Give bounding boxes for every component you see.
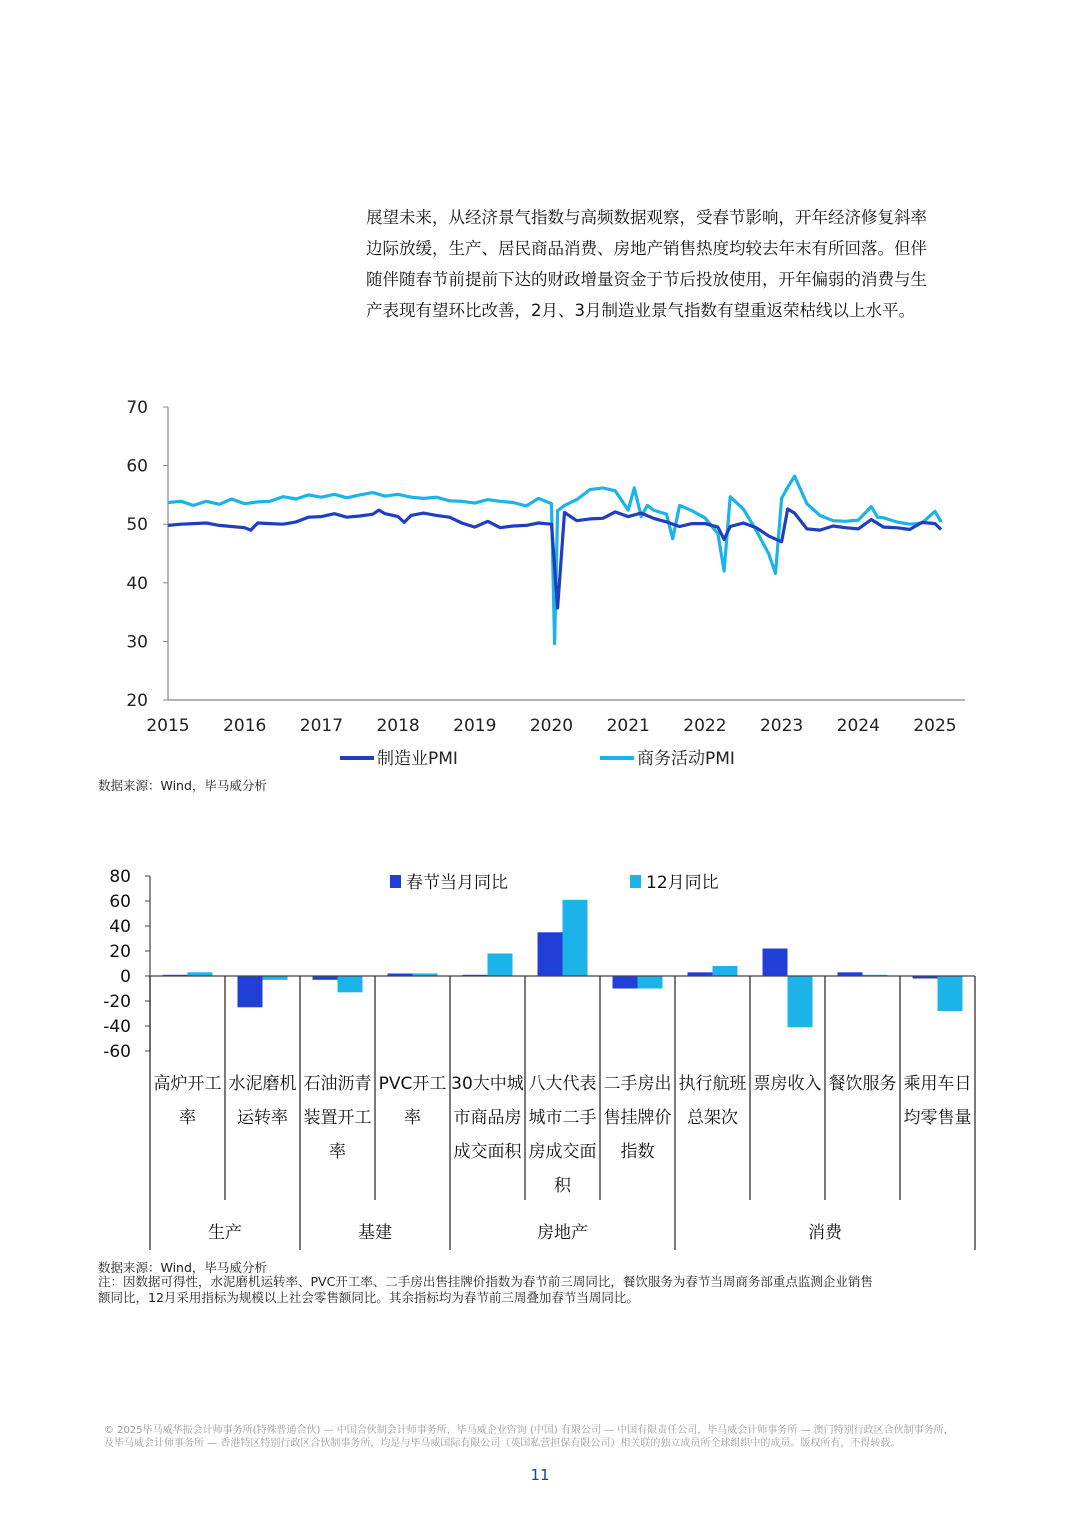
category-label: 八大代表 — [528, 1074, 597, 1094]
bar-december — [788, 976, 813, 1027]
x-tick-label: 2020 — [529, 716, 574, 736]
category-label: 城市二手 — [528, 1108, 597, 1128]
y-tick-label: 40 — [109, 917, 131, 937]
chart2-note — [98, 1274, 998, 1306]
legend-label: 制造业PMI — [377, 749, 458, 769]
legend-label: 商务活动PMI — [637, 749, 735, 769]
y-tick-label: -60 — [103, 1042, 131, 1062]
y-tick-label: 20 — [126, 691, 148, 711]
category-label: 执行航班 — [678, 1074, 747, 1094]
legend-swatch — [630, 875, 641, 888]
bar-december — [563, 900, 588, 976]
group-label: 房地产 — [537, 1223, 588, 1243]
x-tick-label: 2022 — [683, 716, 727, 736]
chart1-source: 数据来源：Wind，毕马威分析 — [98, 778, 267, 793]
category-label: 餐饮服务 — [828, 1074, 897, 1094]
category-label: 水泥磨机 — [228, 1074, 297, 1094]
category-label: 运转率 — [237, 1108, 288, 1128]
category-label: 率 — [329, 1142, 346, 1162]
bar-spring-festival — [538, 932, 563, 976]
x-tick-label: 2016 — [223, 716, 267, 736]
y-tick-label: 50 — [126, 515, 148, 536]
footer-line: 及毕马威会计师事务所 — 香港特区特别行政区合伙制事务所，均是与毕马威国际有限公司（英国私营担保有限公司）相关联的独立成员所全球组织中的成员。版权所有，不得转载。 — [104, 1438, 901, 1449]
x-tick-label: 2019 — [453, 716, 497, 736]
bar-december — [938, 976, 963, 1011]
x-tick-label: 2015 — [146, 716, 190, 736]
paragraph-line: 展望未来，从经济景气指数与高频数据观察，受春节影响，开年经济修复斜率 — [366, 208, 927, 227]
category-label: 率 — [404, 1108, 421, 1128]
group-label: 生产 — [208, 1223, 242, 1243]
category-label: 乘用车日 — [903, 1074, 972, 1094]
category-label: PVC开工 — [378, 1074, 447, 1094]
y-tick-label: 20 — [109, 942, 131, 962]
y-tick-label: 60 — [109, 892, 131, 912]
copyright-footer — [104, 1424, 984, 1450]
page-number: 11 — [530, 1466, 550, 1484]
legend-swatch — [390, 875, 401, 888]
category-label: 成交面积 — [453, 1142, 522, 1162]
x-tick-label: 2017 — [299, 716, 344, 736]
x-tick-label: 2018 — [376, 716, 420, 736]
category-label: 均零售量 — [903, 1108, 972, 1128]
note-line: 注：因数据可得性，水泥磨机运转率、PVC开工率、二手房出售挂牌价指数为春节前三周同比，餐饮服务为春节当周商务部重点监测企业销售 — [98, 1274, 873, 1289]
category-label: 指数 — [620, 1142, 655, 1162]
category-label: 市商品房 — [453, 1108, 522, 1128]
body-paragraph — [366, 202, 986, 326]
bar-december — [638, 976, 663, 989]
footer-line: © 2025毕马威华振会计师事务所(特殊普通合伙) — 中国合伙制会计师事务所，毕马威企业咨询 (中国) 有限公司 — 中国有限责任公司，毕马威会计师事务所 — 澳门特别行政区合伙制事务所， — [104, 1425, 954, 1436]
spring-festival-bar-chart — [0, 860, 1080, 1255]
bar-december — [713, 966, 738, 976]
category-label: 率 — [179, 1108, 196, 1128]
x-tick-label: 2023 — [759, 716, 804, 736]
legend-label: 12月同比 — [646, 873, 719, 893]
pmi-line-chart — [0, 390, 1080, 780]
category-label: 票房收入 — [753, 1074, 822, 1094]
category-label: 总架次 — [687, 1108, 738, 1128]
paragraph-line: 边际放缓，生产、居民商品消费、房地产销售热度均较去年末有所回落。但伴 — [366, 239, 927, 258]
paragraph-line: 随伴随春节前提前下达的财政增量资金于节后投放使用，开年偏弱的消费与生 — [366, 270, 927, 289]
category-label: 装置开工 — [303, 1108, 372, 1128]
category-label: 石油沥青 — [303, 1074, 372, 1094]
group-label: 基建 — [358, 1223, 392, 1243]
category-label: 房成交面 — [528, 1142, 597, 1162]
category-label: 30大中城 — [451, 1074, 524, 1094]
x-tick-label: 2025 — [913, 716, 957, 736]
y-tick-label: 40 — [126, 573, 148, 594]
y-tick-label: 80 — [109, 867, 131, 887]
note-line: 额同比，12月采用指标为规模以上社会零售额同比。其余指标均为春节前三周叠加春节当周同比。 — [98, 1290, 639, 1305]
y-tick-label: 70 — [126, 398, 148, 418]
y-tick-label: -40 — [103, 1017, 131, 1037]
paragraph-line: 产表现有望环比改善，2月、3月制造业景气指数有望重返荣枯线以上水平。 — [366, 301, 915, 320]
y-tick-label: 60 — [126, 456, 148, 477]
group-label: 消费 — [808, 1223, 842, 1243]
bar-december — [488, 954, 513, 977]
bar-spring-festival — [763, 949, 788, 977]
category-label: 售挂牌价 — [603, 1108, 672, 1128]
x-tick-label: 2021 — [606, 716, 650, 736]
bar-spring-festival — [238, 976, 263, 1007]
category-label: 高炉开工 — [153, 1074, 222, 1094]
chart2-source: 数据来源：Wind，毕马威分析 — [98, 1260, 267, 1275]
y-tick-label: 0 — [120, 967, 131, 987]
category-label: 积 — [554, 1176, 571, 1196]
bar-spring-festival — [613, 976, 638, 989]
category-label: 二手房出 — [603, 1074, 672, 1094]
bar-december — [338, 976, 363, 992]
legend-label: 春节当月同比 — [406, 873, 508, 893]
y-tick-label: -20 — [103, 992, 131, 1012]
x-tick-label: 2024 — [836, 716, 880, 736]
y-tick-label: 30 — [126, 632, 148, 653]
